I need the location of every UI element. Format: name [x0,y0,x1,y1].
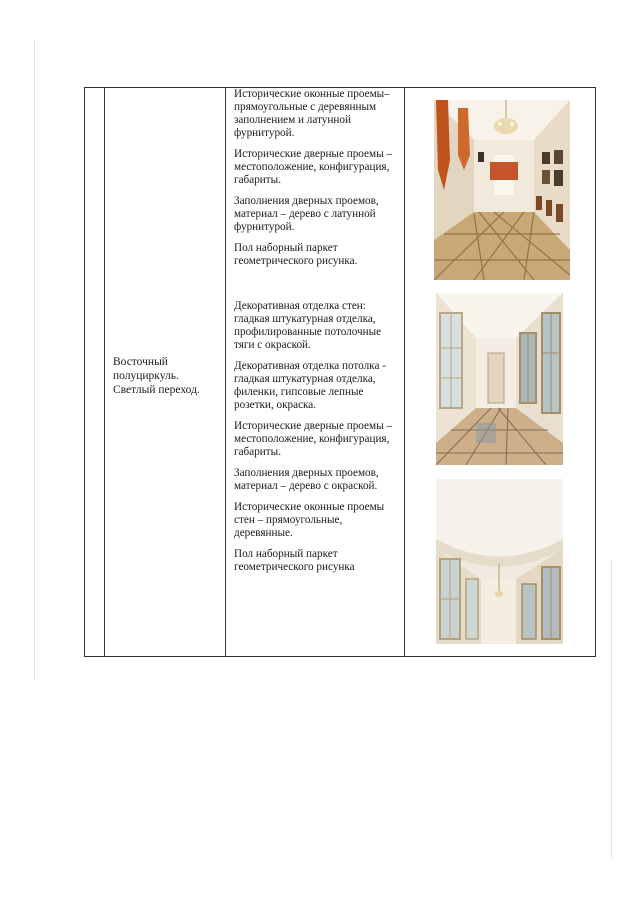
feature-item: Исторические оконные проемы– прямоугольные с деревянным заполнением и латунной фурнитурой. [234,88,390,139]
feature-group [234,300,398,574]
feature-item: Исторические дверные проемы – местоположение, конфигурация, габариты. [234,148,392,186]
corridor-photo-ceiling [436,479,563,644]
corridor-photo-windows [436,293,563,465]
feature-item: Заполнения дверных проемов, материал – дерево с латунной фурнитурой. [234,195,379,233]
photos-cell [405,88,596,657]
page-edge-line [34,40,35,680]
feature-item: Пол наборный паркет геометрического рисунка [234,548,355,573]
feature-item: Декоративная отделка потолка - гладкая штукатурная отделка, филенки, гипсовые лепные розетки, окраска. [234,360,386,411]
section-name: Восточный полуциркуль. Светлый переход. [113,356,200,396]
feature-group [234,88,398,298]
feature-item: Пол наборный паркет геометрического рисунка. [234,242,358,267]
number-cell [85,88,105,657]
feature-item: Исторические оконные проемы стен – прямоугольные, деревянные. [234,501,385,539]
corridor-photo-chandelier [434,100,570,280]
features-cell [226,88,405,657]
section-cell [105,88,226,657]
page-edge-line [611,560,612,860]
heritage-table [84,87,596,657]
feature-item: Заполнения дверных проемов, материал – дерево с окраской. [234,467,379,492]
feature-item: Декоративная отделка стен: гладкая штукатурная отделка, профилированные потолочные тяги с окраской. [234,300,382,351]
feature-item: Исторические дверные проемы – местоположение, конфигурация, габариты. [234,420,392,458]
table-row [85,88,596,657]
